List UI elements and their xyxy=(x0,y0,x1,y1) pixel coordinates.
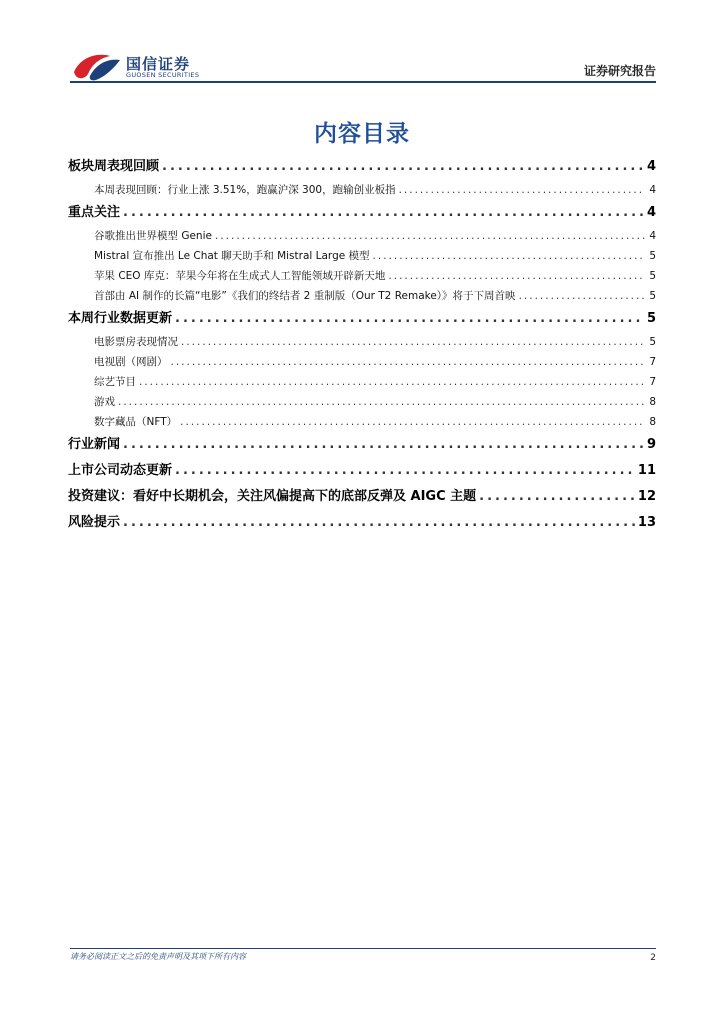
toc-entry-label: 游戏 xyxy=(94,396,115,408)
toc-entry-label: 上市公司动态更新 xyxy=(68,463,173,478)
toc-entry-page: 11 xyxy=(637,463,656,478)
toc-entry-level2[interactable] xyxy=(68,412,656,432)
toc-title: 内容目录 xyxy=(314,121,410,147)
toc-leader-dots xyxy=(139,372,645,392)
toc-leader-dots xyxy=(175,306,644,332)
toc-entry-page: 4 xyxy=(649,230,656,242)
toc-entry-page: 13 xyxy=(637,515,656,530)
header-divider xyxy=(70,81,656,83)
toc-entry-level2[interactable] xyxy=(68,372,656,392)
toc-leader-dots xyxy=(123,510,635,536)
toc-leader-dots xyxy=(180,412,645,432)
toc-entry-page: 9 xyxy=(646,437,656,452)
toc-entry-page: 5 xyxy=(649,250,656,262)
toc-entry-level1[interactable] xyxy=(68,200,656,226)
toc-leader-dots xyxy=(171,352,646,372)
page-number: 2 xyxy=(650,953,656,963)
toc-entry-page: 8 xyxy=(649,416,656,428)
toc-entry-page: 12 xyxy=(637,489,656,504)
toc-entry-level2[interactable] xyxy=(68,180,656,200)
toc-entry-level2[interactable] xyxy=(68,246,656,266)
footer-divider xyxy=(70,948,656,949)
toc-entry-label: 风险提示 xyxy=(68,515,121,530)
toc-entry-label: 电视剧（网剧） xyxy=(94,356,168,368)
toc-entry-level1[interactable] xyxy=(68,510,656,536)
table-of-contents xyxy=(68,154,656,536)
toc-entry-label: 苹果 CEO 库克：苹果今年将在生成式人工智能领域开辟新天地 xyxy=(94,270,386,282)
toc-entry-label: 谷歌推出世界模型 Genie xyxy=(94,230,212,242)
toc-leader-dots xyxy=(123,432,644,458)
guosen-logo-icon xyxy=(70,50,122,84)
toc-leader-dots xyxy=(181,332,645,352)
guosen-logo xyxy=(70,50,220,84)
toc-entry-label: 板块周表现回顾 xyxy=(68,159,160,174)
logo-chinese-name: 国信证券 xyxy=(126,55,191,73)
toc-entry-page: 4 xyxy=(649,184,656,196)
toc-entry-level2[interactable] xyxy=(68,286,656,306)
toc-leader-dots xyxy=(519,286,645,306)
toc-entry-page: 5 xyxy=(649,336,656,348)
toc-entry-label: 投资建议：看好中长期机会，关注风偏提高下的底部反弹及 AIGC 主题 xyxy=(68,489,477,504)
toc-entry-page: 7 xyxy=(649,376,656,388)
toc-leader-dots xyxy=(399,180,645,200)
toc-leader-dots xyxy=(373,246,645,266)
toc-entry-label: 本周行业数据更新 xyxy=(68,311,173,326)
toc-leader-dots xyxy=(162,154,644,180)
toc-leader-dots xyxy=(123,200,644,226)
toc-leader-dots xyxy=(118,392,645,412)
toc-entry-level2[interactable] xyxy=(68,392,656,412)
toc-entry-label: 行业新闻 xyxy=(68,437,121,452)
logo-english-name: GUOSEN SECURITIES xyxy=(126,71,200,79)
toc-leader-dots xyxy=(388,266,645,286)
toc-leader-dots xyxy=(479,484,635,510)
toc-entry-level2[interactable] xyxy=(68,226,656,246)
toc-leader-dots xyxy=(175,458,635,484)
toc-entry-page: 4 xyxy=(646,205,656,220)
toc-entry-page: 5 xyxy=(649,270,656,282)
toc-leader-dots xyxy=(215,226,645,246)
footer-disclaimer: 请务必阅读正文之后的免责声明及其项下所有内容 xyxy=(70,952,246,961)
toc-entry-level2[interactable] xyxy=(68,266,656,286)
toc-entry-label: 本周表现回顾：行业上涨 3.51%，跑赢沪深 300，跑输创业板指 xyxy=(94,184,396,196)
toc-entry-label: 首部由 AI 制作的长篇“电影”《我们的终结者 2 重制版（Our T2 Remake）》将于下周首映 xyxy=(94,290,516,302)
report-type-label: 证券研究报告 xyxy=(583,64,656,78)
toc-entry-page: 5 xyxy=(646,311,656,326)
toc-entry-level1[interactable] xyxy=(68,306,656,332)
toc-entry-page: 7 xyxy=(649,356,656,368)
page-header xyxy=(0,0,724,90)
toc-entry-label: 综艺节目 xyxy=(94,376,136,388)
toc-entry-page: 4 xyxy=(646,159,656,174)
toc-entry-level1[interactable] xyxy=(68,484,656,510)
toc-entry-level1[interactable] xyxy=(68,432,656,458)
toc-entry-level1[interactable] xyxy=(68,458,656,484)
toc-entry-page: 8 xyxy=(649,396,656,408)
toc-entry-label: Mistral 宣布推出 Le Chat 聊天助手和 Mistral Large 模型 xyxy=(94,250,370,262)
toc-entry-level2[interactable] xyxy=(68,332,656,352)
toc-entry-label: 电影票房表现情况 xyxy=(94,336,178,348)
toc-entry-level2[interactable] xyxy=(68,352,656,372)
toc-entry-page: 5 xyxy=(649,290,656,302)
toc-entry-label: 重点关注 xyxy=(68,205,121,220)
toc-entry-label: 数字藏品（NFT） xyxy=(94,416,178,428)
toc-entry-level1[interactable] xyxy=(68,154,656,180)
